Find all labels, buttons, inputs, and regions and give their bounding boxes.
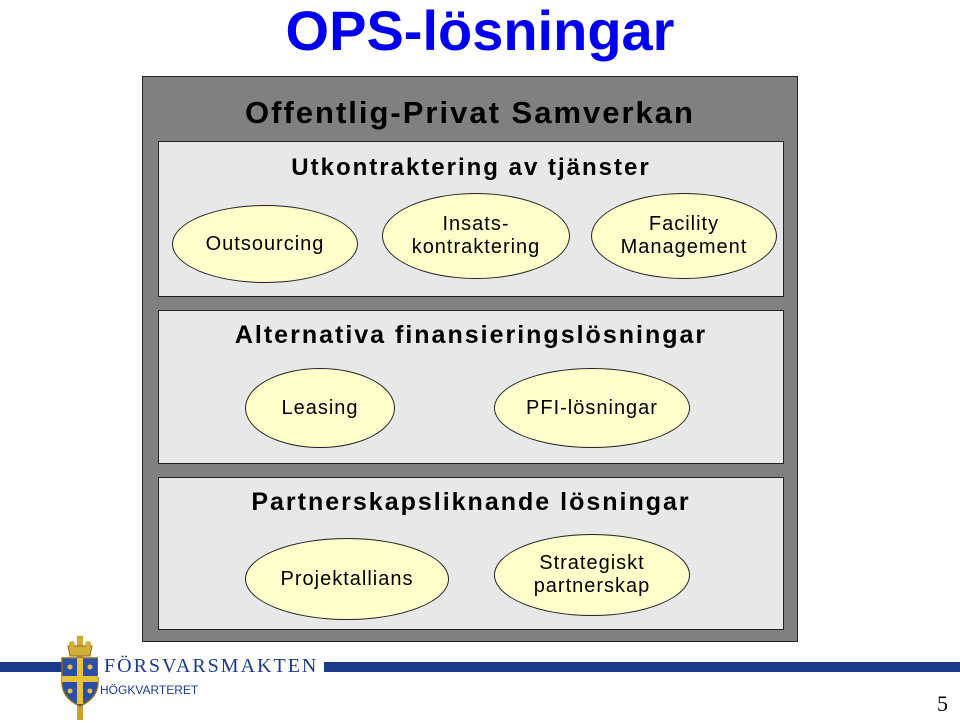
group-heading: Partnerskapsliknande lösningar <box>251 488 691 516</box>
insatskontraktering-ellipse: Insats- kontraktering <box>382 193 570 279</box>
slide-title: OPS-lösningar <box>285 0 675 62</box>
group-partnerskap <box>158 477 784 630</box>
leasing-ellipse: Leasing <box>245 368 395 448</box>
group-heading: Utkontraktering av tjänster <box>291 154 651 181</box>
ops-container <box>142 76 798 642</box>
coat-of-arms-icon <box>56 636 104 720</box>
pfi-ellipse: PFI-lösningar <box>494 368 690 448</box>
ops-heading: Offentlig-Privat Samverkan <box>245 95 695 130</box>
projektallians-ellipse: Projektallians <box>245 538 449 620</box>
facility-management-ellipse: Facility Management <box>591 193 777 279</box>
strategiskt-partnerskap-ellipse: Strategiskt partnerskap <box>494 534 690 616</box>
page-number: 5 <box>937 691 948 716</box>
org-name: FÖRSVARSMAKTEN <box>98 655 324 677</box>
group-utkontraktering <box>158 141 784 297</box>
group-finansiering <box>158 310 784 464</box>
org-subtitle: HÖGKVARTERET <box>100 683 199 697</box>
group-heading: Alternativa finansieringslösningar <box>234 321 708 349</box>
outsourcing-ellipse: Outsourcing <box>172 205 358 283</box>
